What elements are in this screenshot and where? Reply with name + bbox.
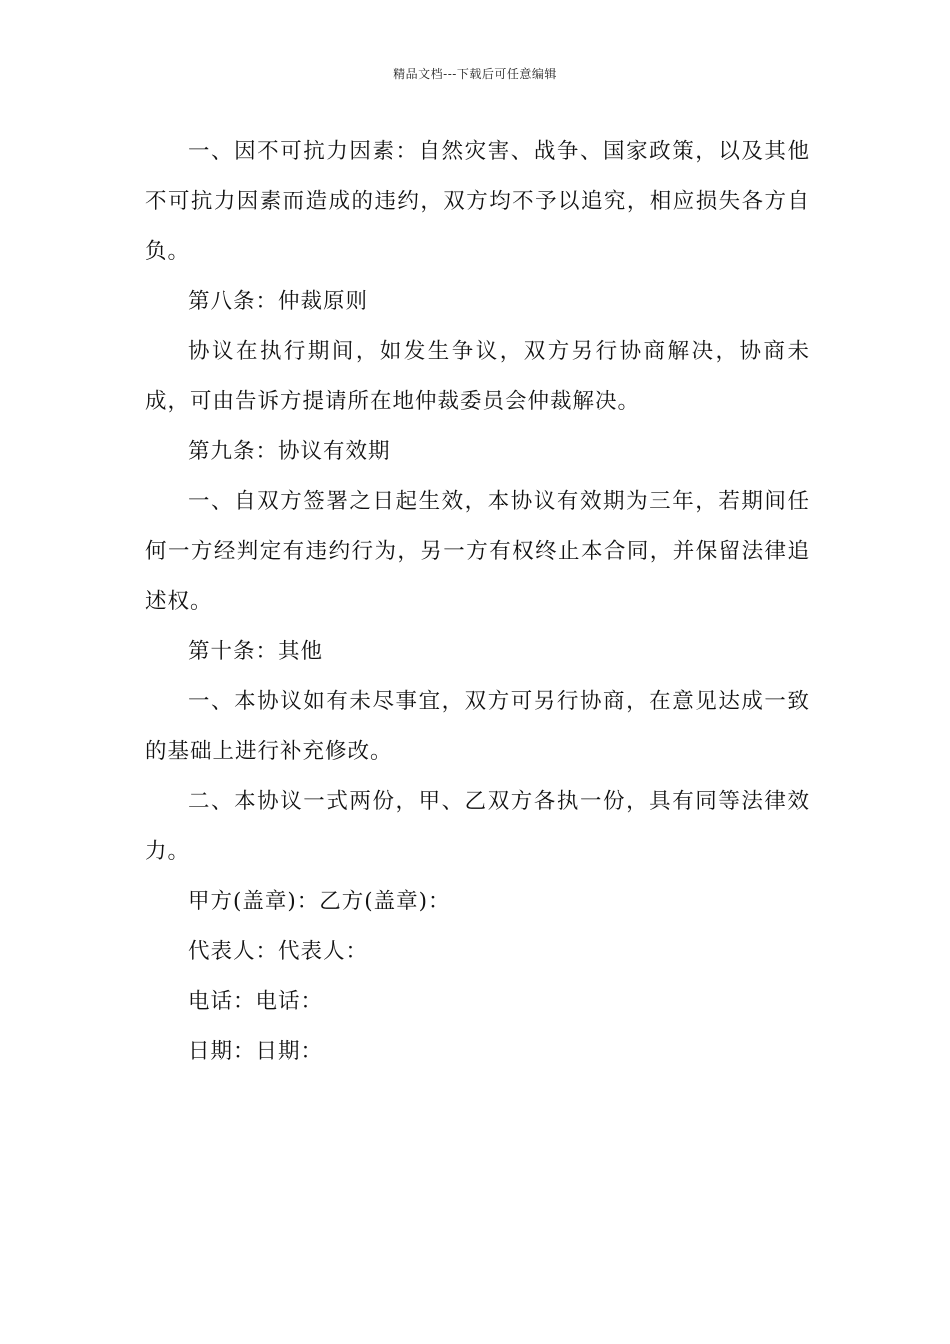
clause-copies: 二、本协议一式两份，甲、乙双方各执一份，具有同等法律效力。 [145,789,810,864]
page-header: 精品文档---下载后可任意编辑 [393,67,557,81]
article-9-heading: 第九条：协议有效期 [188,439,391,464]
signature-phone-line: 电话：电话： [188,989,324,1014]
clause-supplement: 一、本协议如有未尽事宜，双方可另行协商，在意见达成一致的基础上进行补充修改。 [145,689,810,764]
clause-force-majeure: 一、因不可抗力因素：自然灾害、战争、国家政策，以及其他不可抗力因素而造成的违约，双方均不予以追究，相应损失各方自负。 [145,139,810,264]
signature-date-line: 日期：日期： [188,1039,324,1064]
signature-seal-line: 甲方(盖章)：乙方(盖章)： [188,889,451,914]
clause-validity: 一、自双方签署之日起生效，本协议有效期为三年，若期间任何一方经判定有违约行为，另一方有权终止本合同，并保留法律追述权。 [145,489,810,614]
document-body [145,127,810,1077]
clause-arbitration: 协议在执行期间，如发生争议，双方另行协商解决，协商未成，可由告诉方提请所在地仲裁委员会仲裁解决。 [145,339,810,414]
signature-representative-line: 代表人：代表人： [188,939,369,964]
article-10-heading: 第十条：其他 [188,639,324,664]
article-8-heading: 第八条：仲裁原则 [188,289,369,314]
